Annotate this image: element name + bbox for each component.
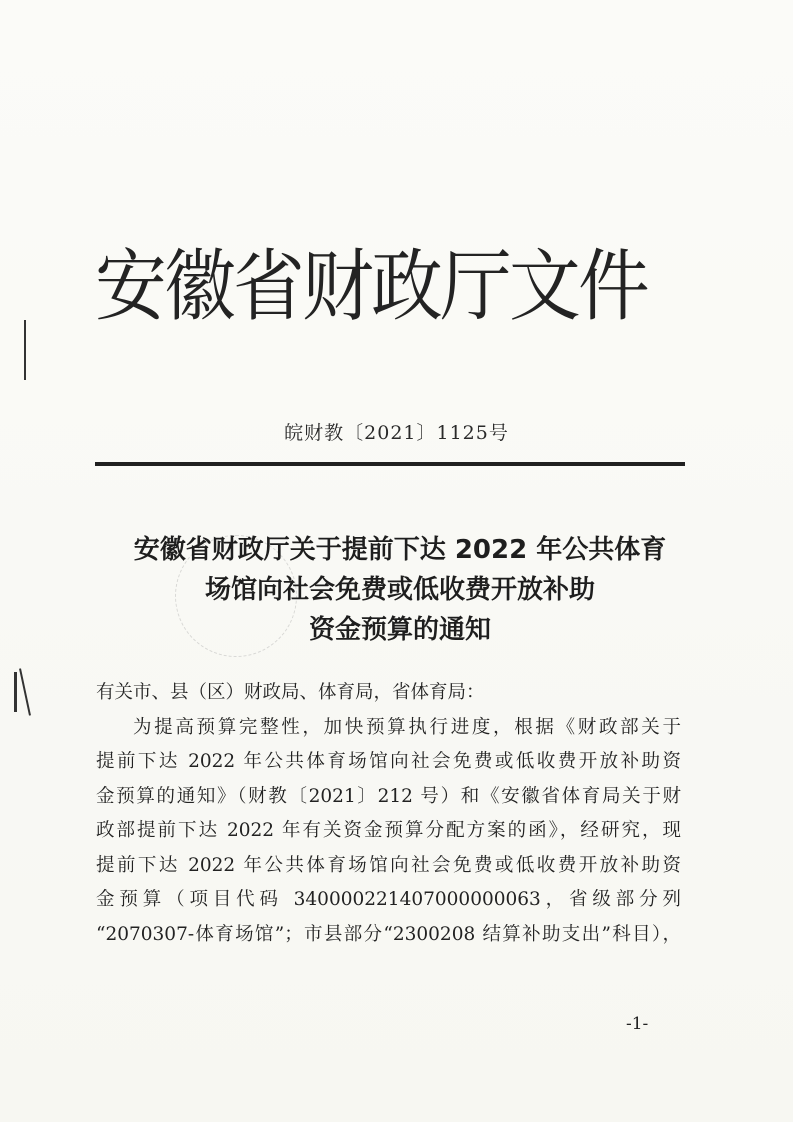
- document-body: [96, 676, 681, 952]
- scan-margin-mark: [14, 672, 17, 712]
- title-line: 资金预算的通知: [308, 615, 491, 645]
- body-line: 提前下达 2022 年公共体育场馆向社会免费或低收费开放补助资: [96, 854, 681, 876]
- title-line: 安徽省财政厅关于提前下达 2022 年公共体育: [133, 535, 667, 565]
- salutation: 有关市、县（区）财政局、体育局，省体育局：: [96, 682, 485, 703]
- document-number: 皖财教〔2021〕1125号: [284, 422, 509, 444]
- body-line: “2070307-体育场馆”；市县部分“2300208 结算补助支出”科目），: [96, 923, 681, 945]
- document-title: [90, 530, 710, 650]
- header-divider: [95, 462, 685, 466]
- body-line: 提前下达 2022 年公共体育场馆向社会免费或低收费开放补助资: [96, 751, 681, 772]
- body-paragraph: [96, 711, 681, 953]
- title-line: 场馆向社会免费或低收费开放补助: [204, 575, 595, 605]
- scan-margin-mark: [19, 668, 31, 715]
- body-line: 金预算的通知》（财教〔2021〕212 号）和《安徽省体育局关于财: [96, 785, 681, 807]
- body-line: 政部提前下达 2022 年有关资金预算分配方案的函》，经研究，现: [96, 820, 681, 841]
- scan-margin-mark: [24, 320, 26, 380]
- page-number: -1-: [626, 1014, 649, 1034]
- issuer-header: 安徽省财政厅文件: [95, 242, 648, 332]
- body-line: 为提高预算完整性，加快预算执行进度，根据《财政部关于: [133, 716, 681, 738]
- body-line: 金预算（项目代码 340000221407000000063，省级部分列: [96, 889, 681, 910]
